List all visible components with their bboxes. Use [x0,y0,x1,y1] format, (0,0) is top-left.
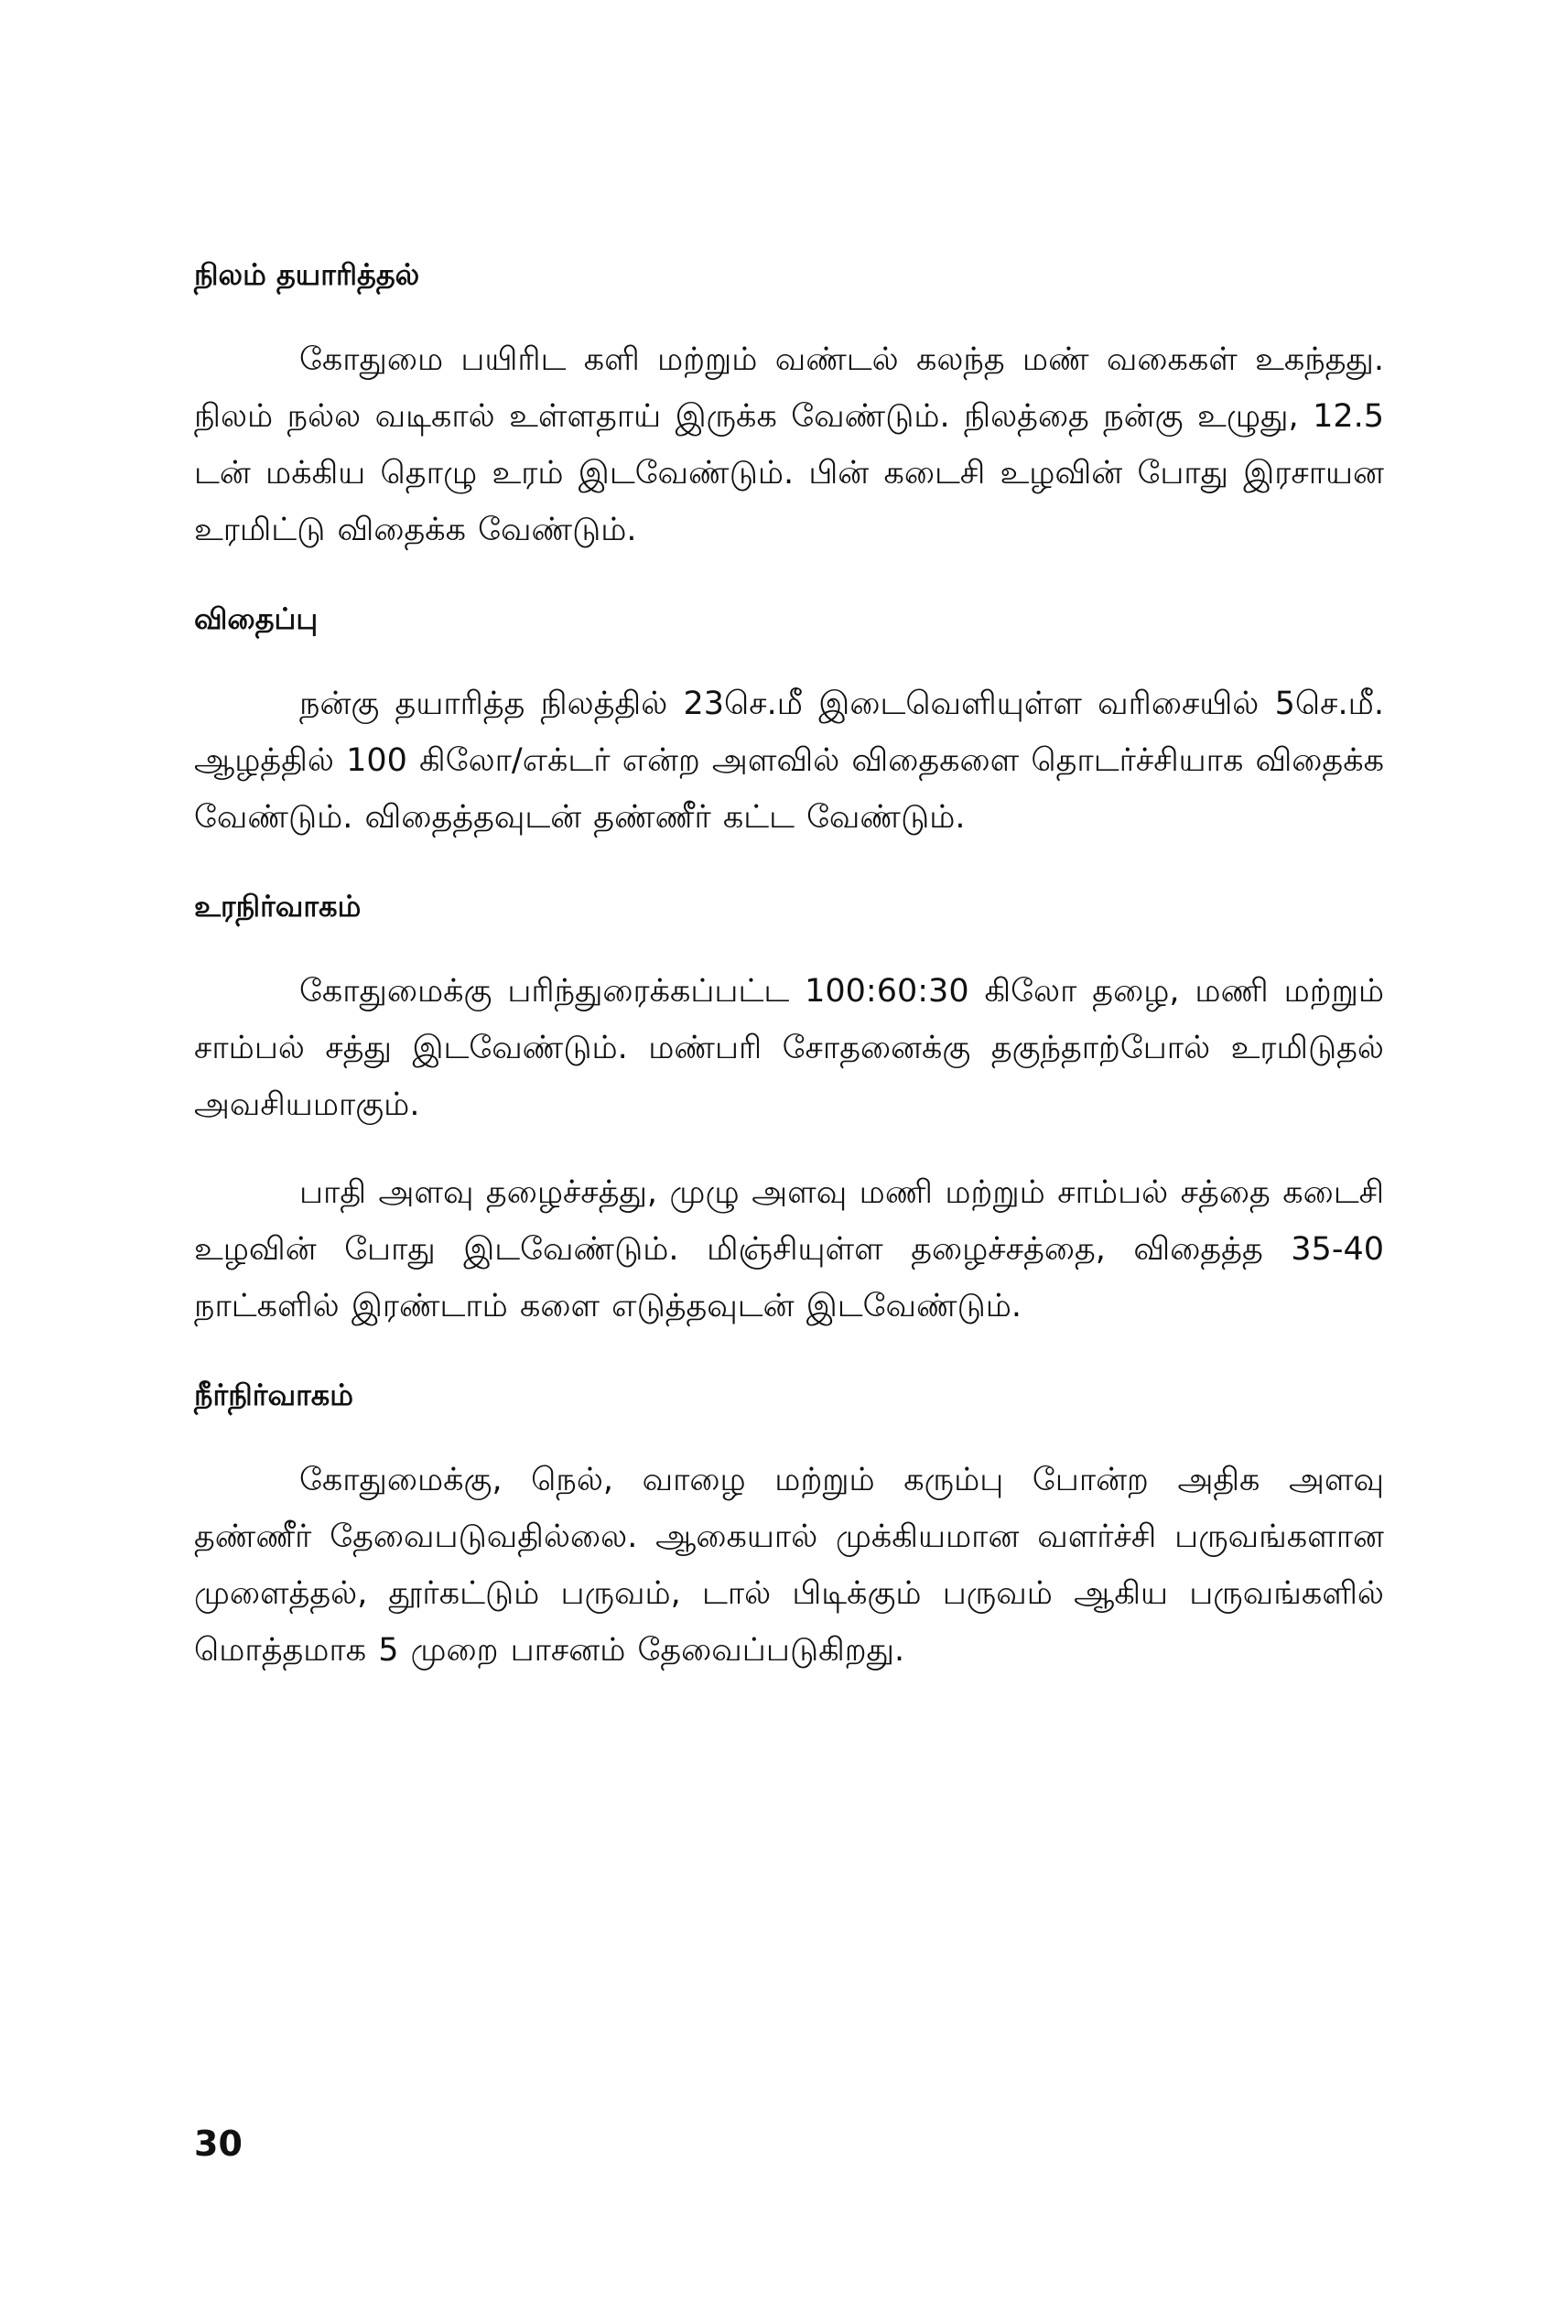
section-heading: நிலம் தயாரித்தல் [194,257,420,292]
section-heading: நீர்நிர்வாகம் [194,1378,353,1412]
paragraph: நன்கு தயாரித்த நிலத்தில் 23செ.மீ இடைவெளியுள்ள வரிசையில் 5செ.மீ. ஆழத்தில் 100 கிலோ/எக்டர் என்ற அளவில் விதைகளை தொடர்ச்சியாக விதைக்க வேண்டும். விதைத்தவுடன் தண்ணீர் கட்ட வேண்டும். [194,686,1384,836]
paragraph: பாதி அளவு தழைச்சத்து, முழு அளவு மணி மற்றும் சாம்பல் சத்தை கடைசி உழவின் போது இடவேண்டும். மிஞ்சியுள்ள தழைச்சத்தை, விதைத்த 35-40 நாட்களில் இரண்டாம் களை எடுத்தவுடன் இடவேண்டும். [194,1174,1384,1324]
paragraph: கோதுமைக்கு பரிந்துரைக்கப்பட்ட 100:60:30 கிலோ தழை, மணி மற்றும் சாம்பல் சத்து இடவேண்டும். மண்பரி சோதனைக்கு தகுந்தாற்போல் உரமிடுதல் அவசியமாகும். [194,973,1384,1123]
section-sowing [194,599,1384,846]
section-land-preparation [194,254,1384,558]
page-number: 30 [194,2124,243,2164]
paragraph: கோதுமைக்கு, நெல், வாழை மற்றும் கரும்பு போன்ற அதிக அளவு தண்ணீர் தேவைபடுவதில்லை. ஆகையால் முக்கியமான வளர்ச்சி பருவங்களான முளைத்தல், தூர்கட்டும் பருவம், டால் பிடிக்கும் பருவம் ஆகிய பருவங்களில் மொத்தமாக 5 முறை பாசனம் தேவைப்படுகிறது. [194,1462,1384,1669]
page-content [194,254,1384,1710]
section-fertilizer-management [194,886,1384,1335]
paragraph: கோதுமை பயிரிட களி மற்றும் வண்டல் கலந்த மண் வகைகள் உகந்தது. நிலம் நல்ல வடிகால் உள்ளதாய் இருக்க வேண்டும். நிலத்தை நன்கு உழுது, 12.5 டன் மக்கிய தொழு உரம் இடவேண்டும். பின் கடைசி உழவின் போது இரசாயன உரமிட்டு விதைக்க வேண்டும். [194,341,1384,548]
section-water-management [194,1375,1384,1679]
section-heading: உரநிர்வாகம் [194,889,362,924]
section-heading: விதைப்பு [194,601,319,636]
